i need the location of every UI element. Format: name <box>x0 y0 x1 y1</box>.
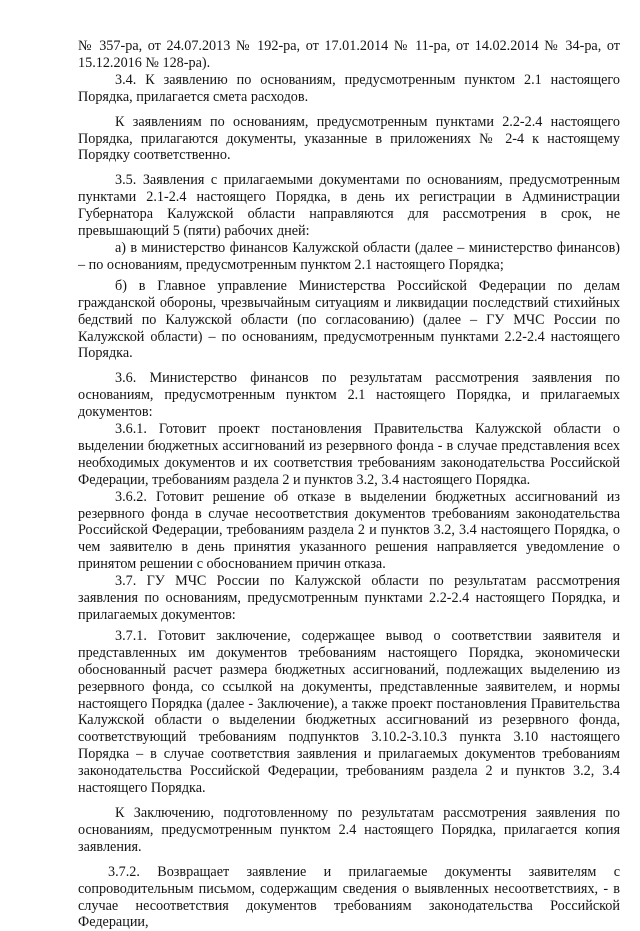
paragraph-3-7-1-conclusion: К Заключению, подготовленному по результатам рассмотрения заявления по основаниям, предусмотренным пунктом 2.4 настоящего Порядка, прилагается копия заявления. <box>78 804 620 855</box>
paragraph-3-6-2: 3.6.2. Готовит решение об отказе в выделении бюджетных ассигнований из резервного фонда в случае несоответствия документов требованиям законодательства Российской Федерации, требованиям раздела 2 и пунктов 3.2, 3.4 настоящего Порядка, о чем заявителю в день принятия указанного решения направляется уведомление о принятом решении с обоснованием причин отказа. <box>78 488 620 573</box>
paragraph-3-7-2: 3.7.2. Возвращает заявление и прилагаемые документы заявителям с сопроводительным письмом, содержащим сведения о выявленных несоответствиях, - в случае несоответствия документов требованиям законодательства Российской Федерации, <box>78 863 620 931</box>
paragraph-3-4-attachments: К заявлениям по основаниям, предусмотренным пунктами 2.2-2.4 настоящего Порядка, прилагаются документы, указанные в приложениях № 2-4 к настоящему Порядку соответственно. <box>78 113 620 164</box>
paragraph-3-5: 3.5. Заявления с прилагаемыми документами по основаниям, предусмотренным пунктами 2.1-2.4 настоящего Порядка, в день их регистрации в Администрации Губернатора Калужской области направляются для рассмотрения в срок, не превышающий 5 (пяти) рабочих дней: <box>78 172 620 240</box>
paragraph-3-6-1: 3.6.1. Готовит проект постановления Правительства Калужской области о выделении бюджетных ассигнований из резервного фонда - в случае представления всех необходимых документов и их соответствия требованиям законодательства Российской Федерации, требованиям раздела 2 и пунктов 3.2, 3.4 настоящего Порядка. <box>78 421 620 488</box>
paragraph-3-5-b: б) в Главное управление Министерства Российской Федерации по делам гражданской обороны, чрезвычайным ситуациям и ликвидации последствий стихийных бедствий по Калужской области (по согласованию) (далее – ГУ МЧС России по Калужской области) – по основаниям, предусмотренным пунктами 2.2-2.4 настоящего Порядка. <box>78 277 620 362</box>
document-page <box>78 38 620 931</box>
paragraph-3-7: 3.7. ГУ МЧС России по Калужской области по результатам рассмотрения заявления по основаниям, предусмотренным пунктами 2.2-2.4 настоящего Порядка, и прилагаемых документов: <box>78 573 620 623</box>
paragraph-3-6: 3.6. Министерство финансов по результатам рассмотрения заявления по основаниям, предусмотренным пунктом 2.1 настоящего Порядка, и прилагаемых документов: <box>78 370 620 421</box>
paragraph-3-5-a: а) в министерство финансов Калужской области (далее – министерство финансов) – по основаниям, предусмотренным пунктом 2.1 настоящего Порядка; <box>78 239 620 273</box>
paragraph-3-4: 3.4. К заявлению по основаниям, предусмотренным пунктом 2.1 настоящего Порядка, прилагается смета расходов. <box>78 71 620 105</box>
paragraph-0: № 357-ра, от 24.07.2013 № 192-ра, от 17.01.2014 № 11-ра, от 14.02.2014 № 34-ра, от 15.12.2016 № 128-ра). <box>78 38 620 71</box>
paragraph-3-7-1: 3.7.1. Готовит заключение, содержащее вывод о соответствии заявителя и представленных им документов требованиям настоящего Порядка, экономически обоснованный расчет размера бюджетных ассигнований, подлежащих выделению из резервного фонда, со ссылкой на документы, представленные заявителем, и нормы настоящего Порядка (далее - Заключение), а также проект постановления Правительства Калужской области о выделении бюджетных ассигнований из резервного фонда, соответствующий требованиям подпунктов 3.10.2-3.10.3 пункта 3.10 настоящего Порядка – в случае соответствия заявления и прилагаемых документов требованиям законодательства Российской Федерации, требованиям раздела 2 и пунктов 3.2, 3.4 настоящего Порядка. <box>78 627 620 797</box>
